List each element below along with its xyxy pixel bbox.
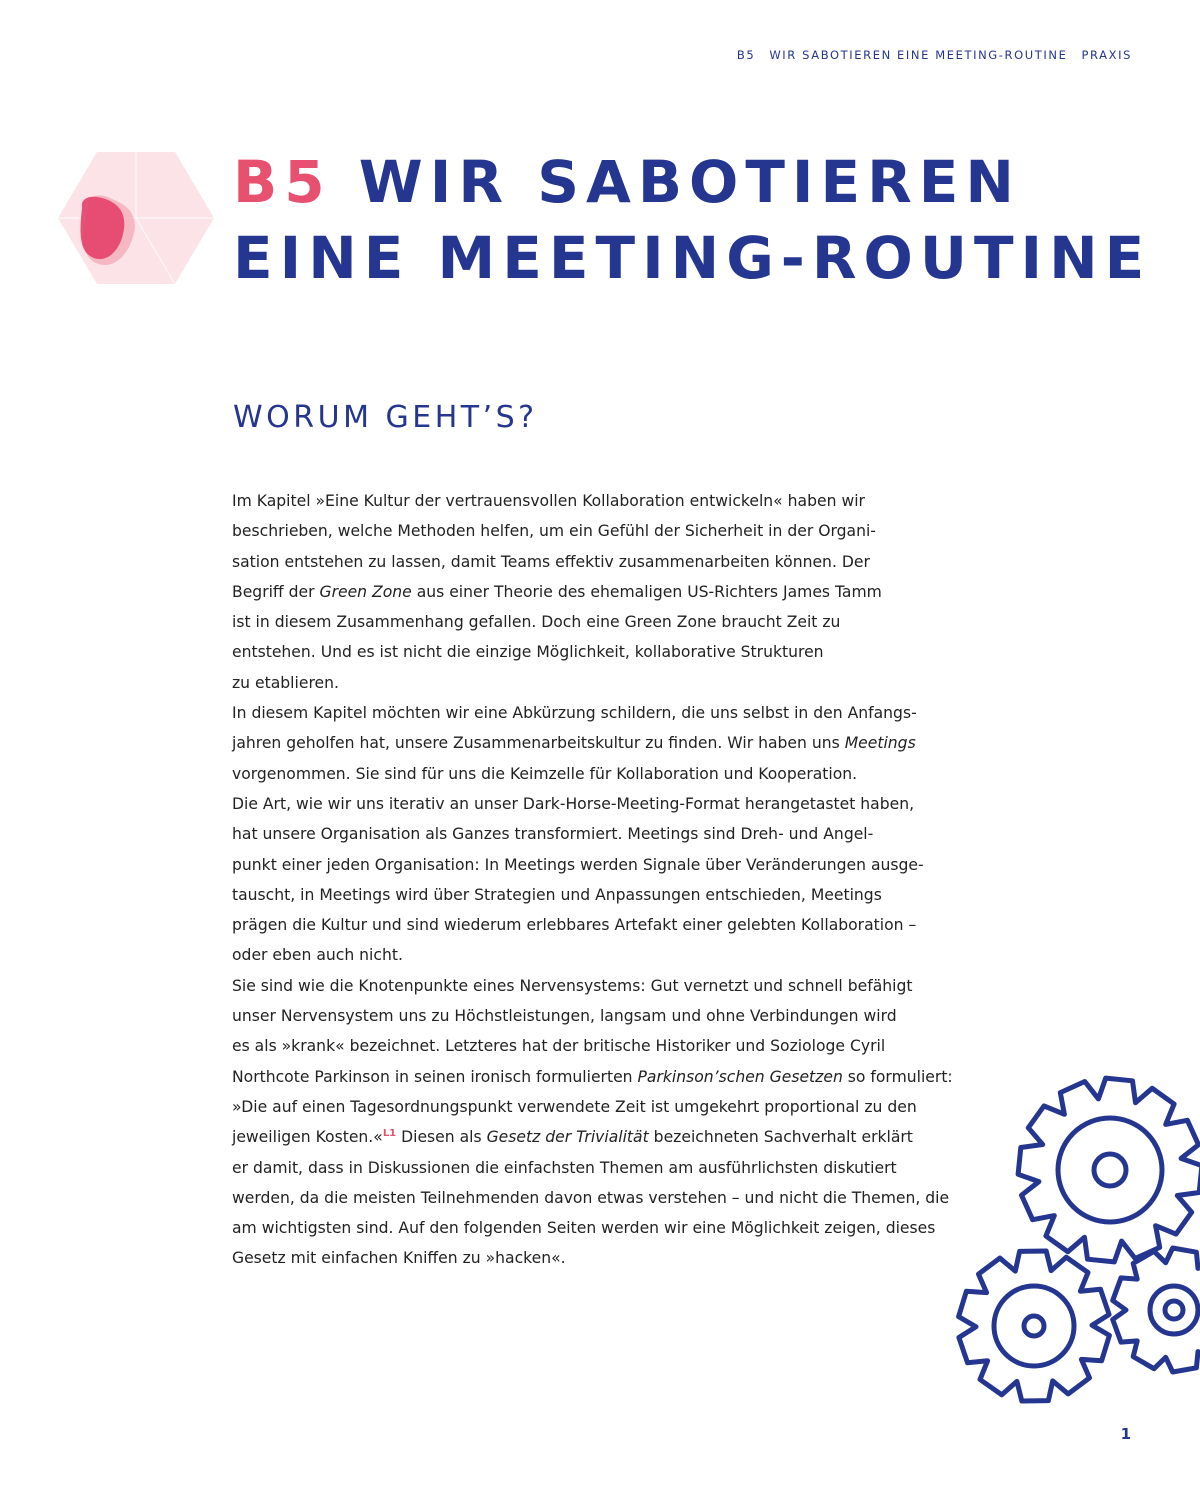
body-paragraph [232,486,953,1274]
body-line: punkt einer jeden Organisation: In Meetings werden Signale über Veränderungen ausge- [232,855,924,874]
body-line: Sie sind wie die Knotenpunkte eines Nervensystems: Gut vernetzt und schnell befähigt [232,976,913,995]
gears-icon [952,1068,1200,1408]
body-line: beschrieben, welche Methoden helfen, um ein Gefühl der Sicherheit in der Organi- [232,522,876,541]
running-header-category: PRAXIS [1081,48,1132,62]
body-line [232,1068,953,1086]
body-line [232,583,882,601]
body-line: In diesem Kapitel möchten wir eine Abkürzung schildern, die uns selbst in den Anfangs- [232,704,917,723]
gear-outline [959,1251,1110,1401]
body-line: »Die auf einen Tagesordnungspunkt verwendete Zeit ist umgekehrt proportional zu den [232,1097,917,1116]
gear-hole [1165,1301,1183,1319]
section-subheading: WORUM GEHT’S? [233,400,538,435]
body-line [232,1128,913,1146]
gear-small-left [959,1251,1110,1401]
italic-term: Parkinson’schen Gesetzen [637,1067,843,1086]
gear-hole [1024,1316,1044,1336]
running-header-title: WIR SABOTIEREN EINE MEETING-ROUTINE [769,48,1068,62]
gear-outline [1113,1248,1200,1372]
gear-ring [1150,1286,1198,1334]
body-line: er damit, dass in Diskussionen die einfachsten Themen am ausführlichsten diskutiert [232,1158,897,1177]
hexagon-blob-icon [58,150,214,286]
body-line: am wichtigsten sind. Auf den folgenden Seiten werden wir eine Möglichkeit zeigen, dieses [232,1219,936,1238]
gear-hole [1094,1154,1126,1186]
text-run: bezeichneten Sachverhalt erklärt [648,1128,913,1147]
text-run: jahren geholfen hat, unsere Zusammenarbeitskultur zu finden. Wir haben uns [232,734,845,753]
running-header [723,48,1132,62]
italic-term: Green Zone [319,582,412,601]
body-line: zu etablieren. [232,673,339,692]
body-line: Im Kapitel »Eine Kultur der vertrauensvollen Kollaboration entwickeln« haben wir [232,492,865,510]
text-run: Begriff der [232,582,320,601]
gear-large [1018,1078,1200,1262]
text-run: aus einer Theorie des ehemaligen US-Richters James Tamm [411,582,882,601]
footnote-reference[interactable]: L1 [382,1128,397,1140]
text-run: so formuliert: [842,1067,953,1086]
text-run: jeweiligen Kosten.« [232,1128,383,1147]
body-line: ist in diesem Zusammenhang gefallen. Doch eine Green Zone braucht Zeit zu [232,613,841,632]
body-line: werden, da die meisten Teilnehmenden davon etwas verstehen – und nicht die Themen, die [232,1188,950,1207]
italic-term: Meetings [844,734,916,753]
body-line: vorgenommen. Sie sind für uns die Keimzelle für Kollaboration und Kooperation. [232,764,858,783]
body-line: prägen die Kultur und sind wiederum erlebbares Artefakt einer gelebten Kollaboration – [232,916,917,935]
page-number: 1 [1120,1425,1131,1443]
text-run: Diesen als [396,1128,487,1147]
body-line: es als »krank« bezeichnet. Letzteres hat der britische Historiker und Soziologe Cyril [232,1037,886,1056]
text-run: Northcote Parkinson in seinen ironisch formulierten [232,1067,638,1086]
body-line: entstehen. Und es ist nicht die einzige Möglichkeit, kollaborative Strukturen [232,643,824,662]
title-code: B5 [233,148,332,216]
body-line: Die Art, wie wir uns iterativ an unser Dark-Horse-Meeting-Format herangetastet haben, [232,794,915,813]
body-line: oder eben auch nicht. [232,946,403,965]
italic-term: Gesetz der Trivialität [486,1128,649,1147]
body-line: tauscht, in Meetings wird über Strategien und Anpassungen entschieden, Meetings [232,885,882,904]
body-line: sation entstehen zu lassen, damit Teams effektiv zusammenarbeiten können. Der [232,552,870,571]
body-line: Gesetz mit einfachen Kniffen zu »hacken«. [232,1249,566,1268]
title-line-1: WIR SABOTIEREN [358,148,1021,216]
running-header-code: B5 [736,48,756,62]
gear-small-right [1113,1248,1200,1372]
gear-outline [1018,1078,1200,1262]
body-line: unser Nervensystem uns zu Höchstleistungen, langsam und ohne Verbindungen wird [232,1007,897,1026]
gear-ring [1058,1118,1162,1222]
gear-ring [994,1286,1074,1366]
title-line-2: EINE MEETING-ROUTINE [233,224,1152,292]
page-title [233,144,1151,296]
body-line [232,734,916,752]
body-line: hat unsere Organisation als Ganzes transformiert. Meetings sind Dreh- und Angel- [232,825,874,844]
